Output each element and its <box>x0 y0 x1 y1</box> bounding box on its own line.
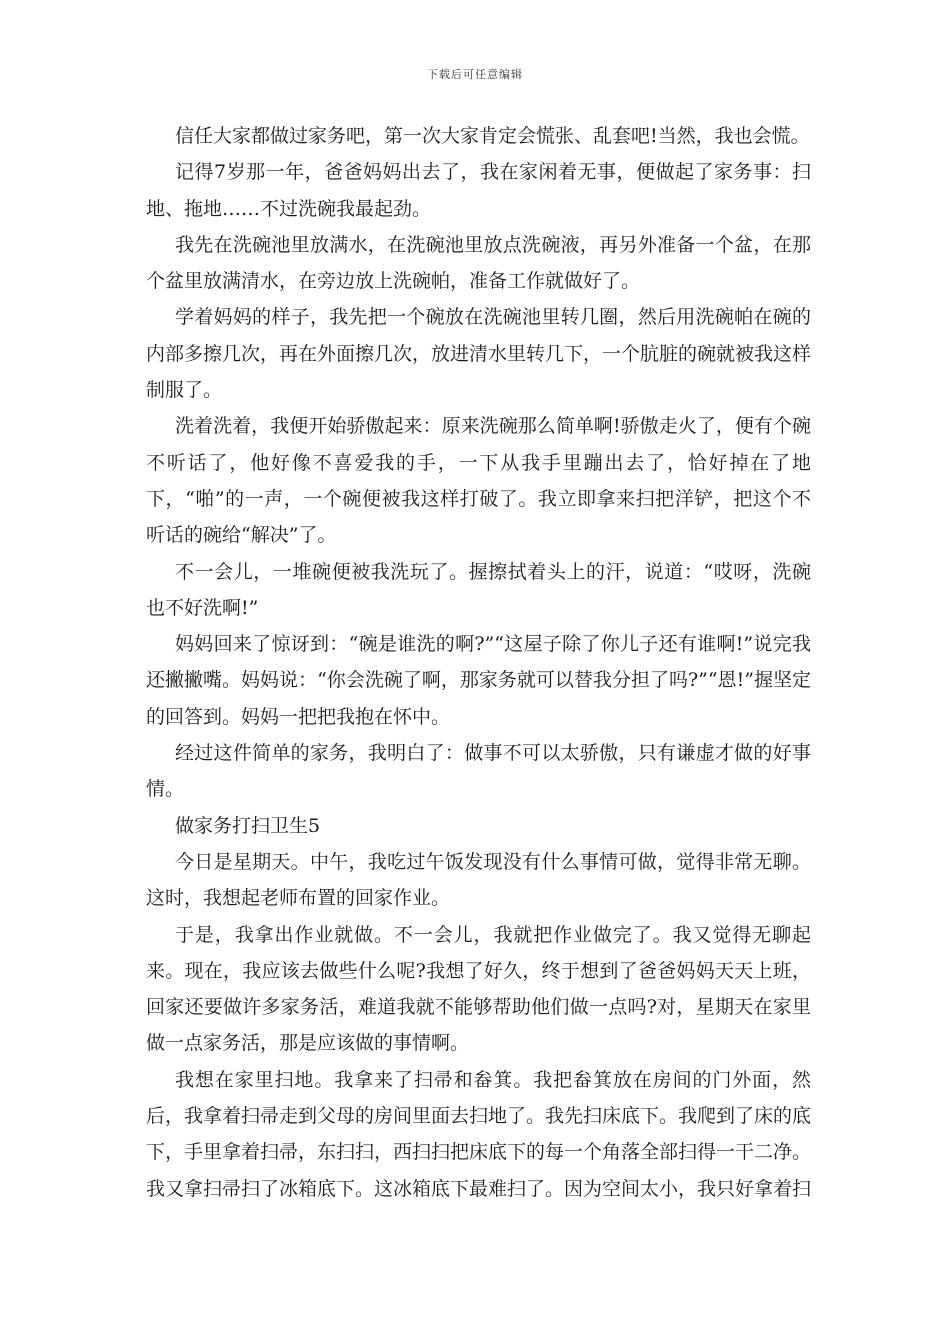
paragraph: 经过这件简单的家务，我明白了：做事不可以太骄傲，只有谦虚才做的好事情。 <box>146 742 811 801</box>
paragraph: 不一会儿，一堆碗便被我洗玩了。握擦拭着头上的汗，说道：“哎呀，洗碗也不好洗啊!” <box>146 560 811 619</box>
paragraph: 记得7岁那一年，爸爸妈妈出去了，我在家闲着无事，便做起了家务事：扫地、拖地……不过洗碗我最起劲。 <box>146 161 811 220</box>
paragraph: 妈妈回来了惊讶到：“碗是谁洗的啊?”“这屋子除了你儿子还有谁啊!”说完我还撇撇嘴。妈妈说：“你会洗碗了啊，那家务就可以替我分担了吗?”“恩!”握坚定的回答到。妈妈一把把我抱在怀中。 <box>146 633 811 728</box>
page-header: 下载后可任意编辑 <box>427 68 523 81</box>
paragraph: 洗着洗着，我便开始骄傲起来：原来洗碗那么简单啊!骄傲走火了，便有个碗不听话了，他好像不喜爱我的手，一下从我手里蹦出去了，恰好掉在了地下，“啪”的一声，一个碗便被我这样打破了。我立即拿来扫把洋铲，把这个不听话的碗给“解决”了。 <box>146 415 811 547</box>
section-title: 做家务打扫卫生5 <box>175 814 321 837</box>
paragraph: 我想在家里扫地。我拿来了扫帚和畚箕。我把畚箕放在房间的门外面，然后，我拿着扫帚走到父母的房间里面去扫地了。我先扫床底下。我爬到了床的底下，手里拿着扫帚，东扫扫，西扫扫把床底下的每一个角落全部扫得一干二净。我又拿扫帚扫了冰箱底下。这冰箱底下最难扫了。因为空间太小，我只好拿着扫 <box>146 1068 812 1200</box>
paragraph: 信任大家都做过家务吧，第一次大家肯定会慌张、乱套吧!当然，我也会慌。 <box>175 125 810 147</box>
paragraph: 今日是星期天。中午，我吃过午饭发现没有什么事情可做，觉得非常无聊。这时，我想起老师布置的回家作业。 <box>146 850 811 910</box>
paragraph: 我先在洗碗池里放满水，在洗碗池里放点洗碗液，再另外准备一个盆，在那个盆里放满清水，在旁边放上洗碗帕，准备工作就做好了。 <box>146 233 811 293</box>
document-body <box>146 118 811 1207</box>
paragraph: 于是，我拿出作业就做。不一会儿，我就把作业做完了。我又觉得无聊起来。现在，我应该去做些什么呢?我想了好久，终于想到了爸爸妈妈天天上班，回家还要做许多家务活，难道我就不能够帮助他们做一点吗?对，星期天在家里做一点家务活，那是应该做的事情啊。 <box>146 923 811 1055</box>
paragraph: 学着妈妈的样子，我先把一个碗放在洗碗池里转几圈，然后用洗碗帕在碗的内部多擦几次，再在外面擦几次，放进清水里转几下，一个肮脏的碗就被我这样制服了。 <box>146 306 812 402</box>
